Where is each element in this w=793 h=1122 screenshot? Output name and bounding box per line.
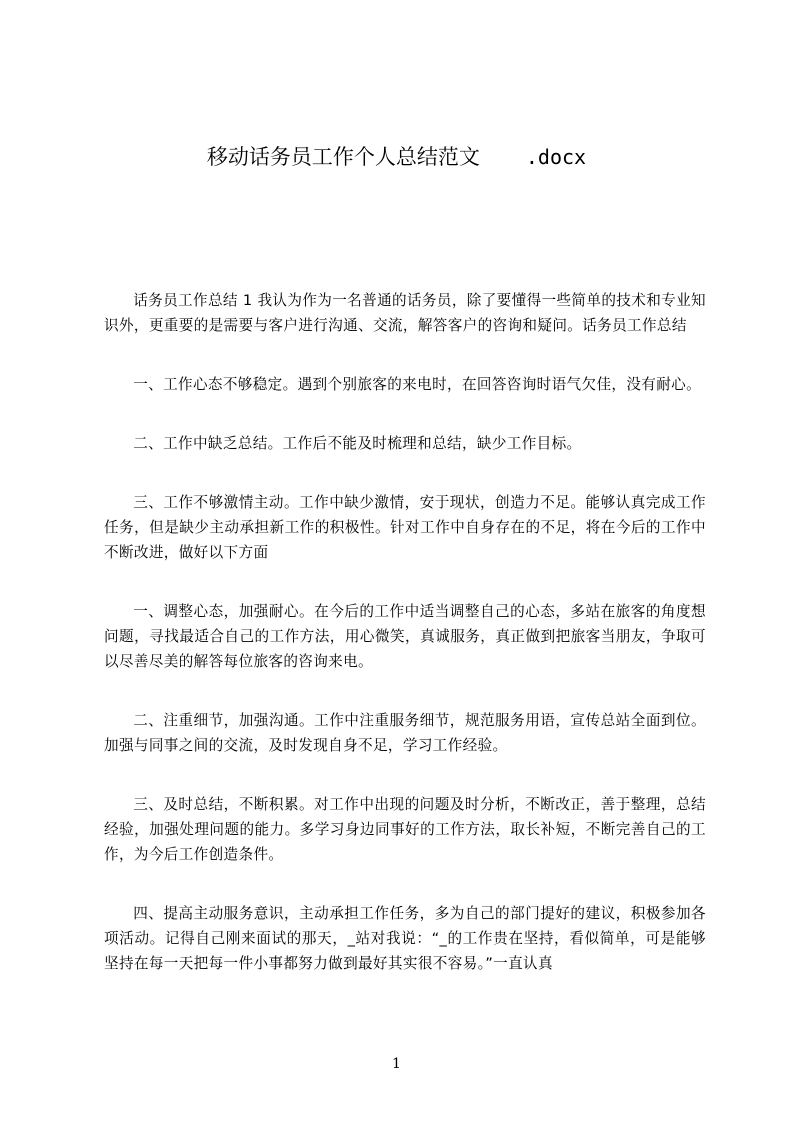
file-extension: .docx [525, 145, 587, 169]
paragraph-issue-3: 三、工作不够激情主动。工作中缺少激情，安于现状，创造力不足。能够认真完成工作任务，但是缺少主动承担新工作的积极性。针对工作中自身存在的不足，将在今后的工作中不断改进，做好以下方面 [104, 494, 706, 561]
paragraph-issue-1: 一、工作心态不够稳定。遇到个别旅客的来电时，在回答咨询时语气欠佳，没有耐心。 [133, 376, 702, 393]
paragraph-intro: 话务员工作总结 1 我认为作为一名普通的话务员，除了要懂得一些简单的技术和专业知识外，更重要的是需要与客户进行沟通、交流，解答客户的咨询和疑问。话务员工作总结 [104, 292, 706, 334]
paragraph-plan-4: 四、提高主动服务意识，主动承担工作任务，多为自己的部门提好的建议，积极参加各项活动。记得自己刚来面试的那天，_站对我说：“_的工作贵在坚持，看似简单，可是能够坚持在每一天把每一件小事都努力做到最好其实很不容易。”一直认真 [104, 905, 706, 972]
paragraph-plan-1: 一、调整心态，加强耐心。在今后的工作中适当调整自己的心态，多站在旅客的角度想问题，寻找最适合自己的工作方法，用心微笑，真诚服务，真正做到把旅客当朋友，争取可以尽善尽美的解答每位旅客的咨询来电。 [104, 603, 706, 670]
document-body [104, 288, 706, 1010]
paragraph-plan-3: 三、及时总结，不断积累。对工作中出现的问题及时分析，不断改正，善于整理，总结经验，加强处理问题的能力。多学习身边同事好的工作方法，取长补短，不断完善自己的工作，为今后工作创造条件。 [104, 796, 706, 863]
title-text: 移动话务员工作个人总结范文 [206, 145, 480, 169]
document-title [0, 142, 793, 172]
paragraph-plan-2: 二、注重细节，加强沟通。工作中注重服务细节，规范服务用语，宣传总站全面到位。加强与同事之间的交流，及时发现自身不足，学习工作经验。 [104, 712, 706, 754]
page-number: 1 [392, 1056, 401, 1072]
paragraph-issue-2: 二、工作中缺乏总结。工作后不能及时梳理和总结，缺少工作目标。 [133, 435, 582, 452]
